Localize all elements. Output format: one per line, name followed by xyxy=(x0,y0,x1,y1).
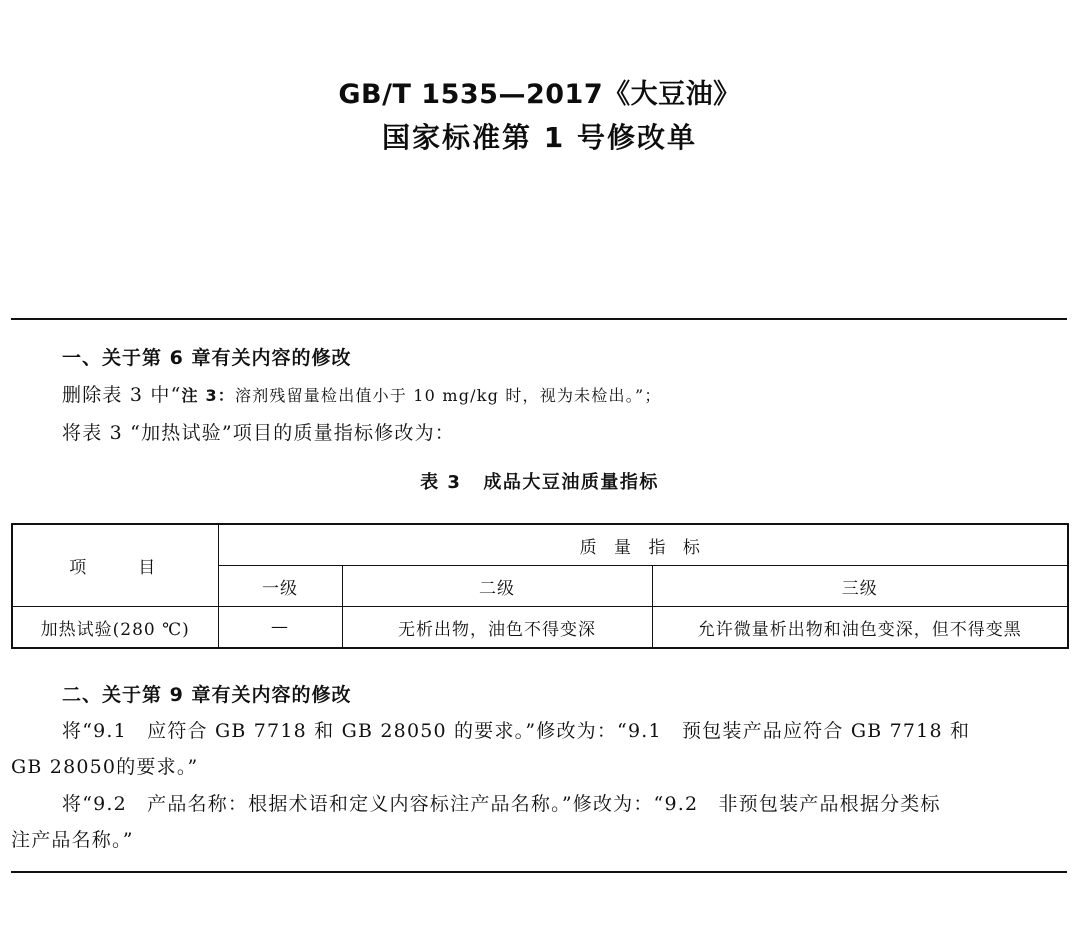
section1-paragraph1 xyxy=(62,380,662,407)
table-caption-number: 表 3 xyxy=(420,472,462,493)
note-label: 注 3： xyxy=(181,386,235,405)
section2-heading: 二、关于第 9 章有关内容的修改 xyxy=(62,684,352,706)
quality-index-header: 质 量 指 标 xyxy=(218,524,1068,566)
section1-paragraph1-prefix: 删除表 3 中“ xyxy=(62,384,182,406)
table-caption xyxy=(0,468,1079,494)
row-grade1-cell: — xyxy=(218,607,342,649)
row-grade3-cell: 允许微量析出物和油色变深，但不得变黑 xyxy=(652,607,1068,649)
section1-paragraph2: 将表 3 “加热试验”项目的质量指标修改为： xyxy=(62,422,455,444)
grade1-header: 一级 xyxy=(218,566,342,607)
bottom-divider xyxy=(11,871,1067,873)
table-header-row xyxy=(12,524,1068,566)
document-title: GB/T 1535—2017《大豆油》 xyxy=(338,79,741,110)
row-grade2-cell: 无析出物，油色不得变深 xyxy=(342,607,652,649)
section2-paragraph1-line1: 将“9.1 应符合 GB 7718 和 GB 28050 的要求。”修改为：“9.1 预包装产品应符合 GB 7718 和 xyxy=(62,720,971,742)
section2-paragraph2-line2: 注产品名称。” xyxy=(11,829,134,851)
table-row xyxy=(12,607,1068,649)
document-subtitle: 国家标准第 1 号修改单 xyxy=(382,121,697,154)
top-divider xyxy=(11,318,1067,320)
item-header: 项 目 xyxy=(12,524,218,607)
row-item-cell: 加热试验(280 ℃) xyxy=(12,607,218,649)
section1-heading: 一、关于第 6 章有关内容的修改 xyxy=(62,347,352,369)
table-caption-title: 成品大豆油质量指标 xyxy=(483,472,659,493)
quality-table xyxy=(11,523,1069,649)
grade2-header: 二级 xyxy=(342,566,652,607)
section2-paragraph1-line2: GB 28050的要求。” xyxy=(11,756,199,778)
section2-paragraph2-line1: 将“9.2 产品名称：根据术语和定义内容标注产品名称。”修改为：“9.2 非预包装产品根据分类标 xyxy=(62,793,941,815)
note-text: 溶剂残留量检出值小于 10 mg/kg 时，视为未检出。”； xyxy=(235,386,662,405)
grade3-header: 三级 xyxy=(652,566,1068,607)
